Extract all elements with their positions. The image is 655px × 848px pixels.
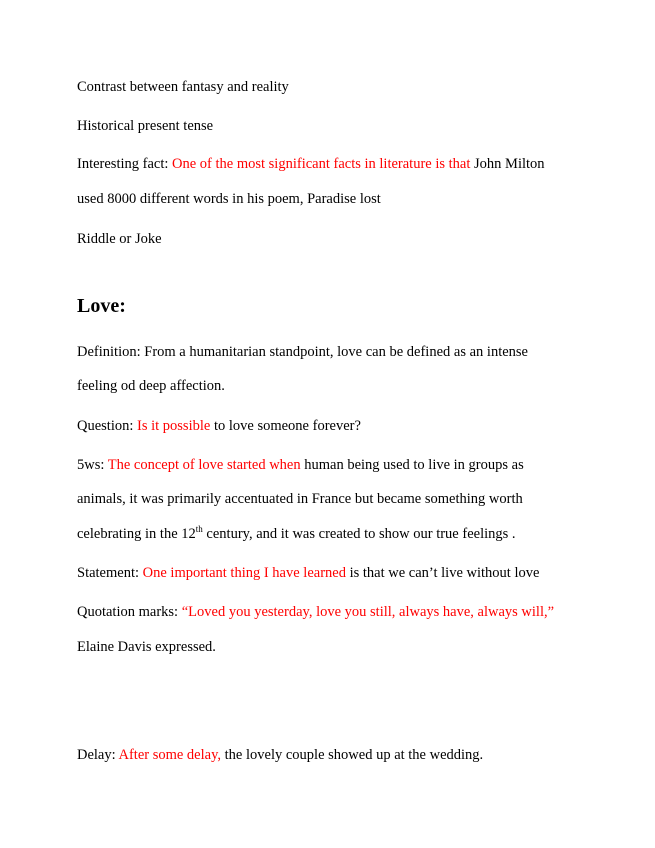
fivews-line-1 [77,456,524,474]
delay-line [77,746,483,764]
fact-highlight: One of the most significant facts in literature is that [172,156,471,172]
definition-line-1: Definition: From a humanitarian standpoint, love can be defined as an intense [77,344,528,360]
quotation-attribution: Elaine Davis expressed. [77,639,216,655]
question-highlight: Is it possible [137,418,211,434]
text-historical: Historical present tense [77,118,214,134]
definition-line-2: feeling od deep affection. [77,378,225,394]
fact-rest: John Milton [470,156,545,172]
section-heading-love: Love: [77,295,126,317]
text-riddle: Riddle or Joke [77,231,162,247]
fivews-line-2: animals, it was primarily accentuated in France but became something worth [77,491,523,507]
statement-label: Statement: [77,565,143,581]
delay-rest: the lovely couple showed up at the wedding. [221,747,484,763]
statement-rest: is that we can’t live without love [345,565,540,581]
question-line [77,417,361,435]
statement-highlight: One important thing I have learned [142,565,346,581]
fivews-label: 5ws: [77,457,108,473]
fivews-line-3-start: celebrating in the 12 [77,526,196,542]
ordinal-superscript: th [195,524,203,534]
text-contrast: Contrast between fantasy and reality [77,79,289,95]
quotation-highlight: “Loved you yesterday, love you still, always have, always will,” [181,604,555,620]
interesting-fact-line [77,155,545,173]
quotation-label: Quotation marks: [77,604,182,620]
interesting-fact-line-2: used 8000 different words in his poem, Paradise lost [77,191,381,207]
delay-highlight: After some delay, [118,747,222,763]
fivews-highlight: The concept of love started when [107,457,301,473]
fivews-line-3-end: century, and it was created to show our true feelings . [202,526,516,542]
question-rest: to love someone forever? [210,418,361,434]
fact-label: Interesting fact: [77,156,173,172]
statement-line [77,564,539,582]
delay-label: Delay: [77,747,119,763]
fivews-line-3 [77,525,516,543]
fivews-rest: human being used to live in groups as [300,457,524,473]
quotation-line [77,603,554,621]
question-label: Question: [77,418,138,434]
